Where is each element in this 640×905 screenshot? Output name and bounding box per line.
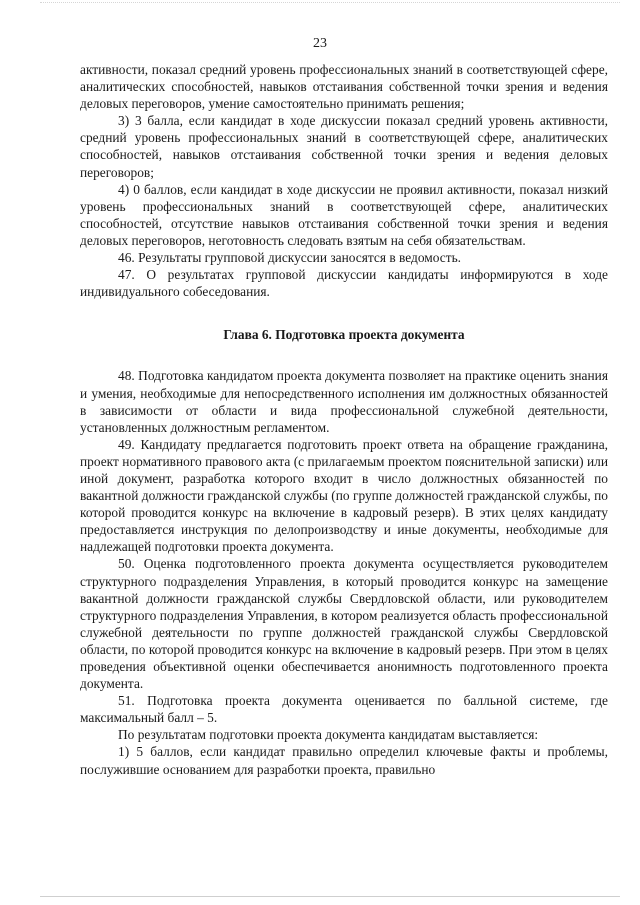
paragraph-46: 46. Результаты групповой дискуссии заносятся в ведомость. [118, 250, 462, 266]
page-number: 23 [313, 36, 327, 51]
paragraph-score-3: 3) 3 балла, если кандидат в ходе дискуссии показал средний уровень активности, средний уровень профессиональных знаний в соответствующей сфере, аналитических способностей, навыков отстаивания собственной точки зрения и ведения деловых переговоров; [80, 113, 608, 180]
scan-edge-bottom [40, 896, 620, 897]
paragraph-51: 51. Подготовка проекта документа оценивается по балльной системе, где максимальный балл – 5. [80, 693, 608, 726]
paragraph-score-5: 1) 5 баллов, если кандидат правильно определил ключевые факты и проблемы, послужившие основанием для разработки проекта, правильно [80, 744, 608, 777]
document-body [80, 61, 608, 778]
paragraph-continuation: активности, показал средний уровень профессиональных знаний в соответствующей сфере, аналитических способностей, навыков отстаивания собственной точки зрения и ведения деловых переговоров, умение самостоятельно принимать решения; [80, 62, 608, 112]
paragraph-results-intro: По результатам подготовки проекта документа кандидатам выставляется: [118, 727, 539, 743]
chapter-heading: Глава 6. Подготовка проекта документа [223, 327, 465, 343]
paragraph-score-0: 4) 0 баллов, если кандидат в ходе дискуссии не проявил активности, показал низкий уровень профессиональных знаний в соответствующей сфере, аналитических способностей, отсутствие навыков отстаивания собственной точки зрения и ведения деловых переговоров, неготовность следовать взятым на себя обязательствам. [80, 181, 608, 248]
paragraph-50: 50. Оценка подготовленного проекта документа осуществляется руководителем структурного подразделения Управления, в который проводится конкурс на замещение вакантной должности гражданской службы Свердловской области, или руководителем структурного подразделения Управления, в котором реализуется область профессиональной служебной деятельности по группе должностей гражданской службы Свердловской области, по которой проводится конкурс на включение в кадровый резерв. При этом в целях проведения объективной оценки обеспечивается анонимность подготовленного проекта документа. [80, 556, 608, 692]
paragraph-49: 49. Кандидату предлагается подготовить проект ответа на обращение гражданина, проект нормативного правового акта (с прилагаемым проектом пояснительной записки) или иной документ, разработка которого входит в число должностных обязанностей по вакантной должности гражданской службы (по группе должностей гражданской службы, по которой проводится конкурс на включение в кадровый резерв). В этих целях кандидату предоставляется инструкция по делопроизводству и иные документы, необходимые для надлежащей подготовки проекта документа. [80, 436, 608, 555]
scan-edge-top [40, 2, 620, 3]
paragraph-47: 47. О результатах групповой дискуссии кандидаты информируются в ходе индивидуального собеседования. [80, 267, 608, 300]
paragraph-48: 48. Подготовка кандидатом проекта документа позволяет на практике оценить знания и умения, необходимые для непосредственного исполнения им должностных обязанностей в зависимости от области и вида профессиональной служебной деятельности, установленных должностным регламентом. [80, 368, 608, 435]
